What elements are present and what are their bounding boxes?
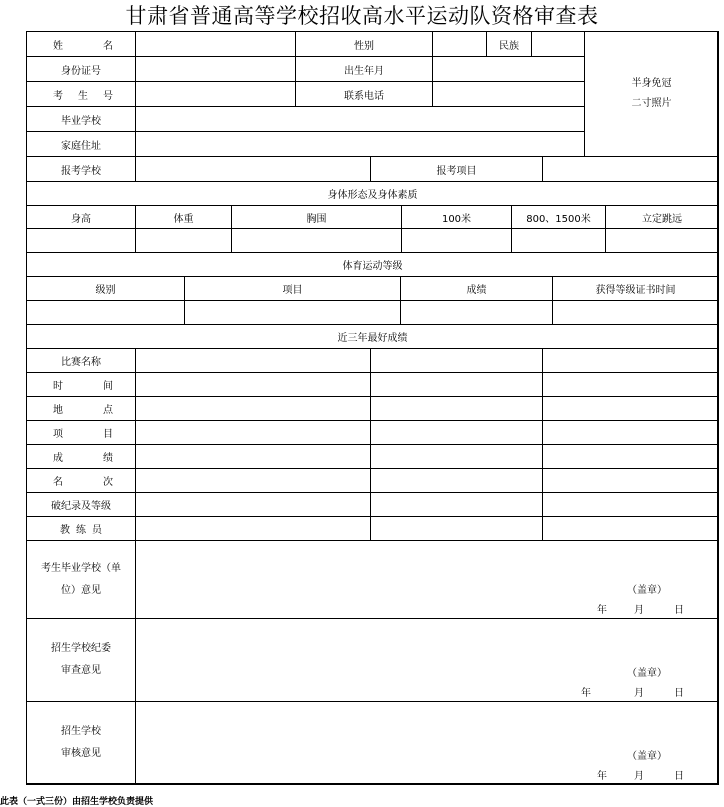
800-1500m-field[interactable] (511, 228, 606, 253)
day-label: 日 (674, 688, 684, 699)
coach-field-3[interactable] (542, 516, 719, 541)
label-home-address: 家庭住址 (26, 131, 136, 157)
col-height: 身高 (26, 205, 136, 229)
rank-field-2[interactable] (370, 468, 543, 493)
col-level: 级别 (26, 276, 185, 301)
col-800-1500m: 800、1500米 (511, 205, 606, 229)
col-result: 成绩 (400, 276, 553, 301)
time-field-2[interactable] (370, 372, 543, 397)
photo-box[interactable] (584, 31, 719, 157)
time-field-1[interactable] (135, 372, 371, 397)
col-standing-jump: 立定跳远 (605, 205, 719, 229)
location-field-1[interactable] (135, 396, 371, 421)
form-title: 甘肃省普通高等学校招收高水平运动队资格审查表 (125, 4, 599, 28)
record-field-1[interactable] (135, 492, 371, 517)
col-certificate-date: 获得等级证书时间 (552, 276, 719, 301)
record-field-2[interactable] (370, 492, 543, 517)
competition-field-2[interactable] (370, 348, 543, 373)
score-field-1[interactable] (135, 444, 371, 469)
score-field-3[interactable] (542, 444, 719, 469)
seal-label-1: （盖章） (627, 585, 667, 596)
100m-field[interactable] (401, 228, 512, 253)
col-weight: 体重 (135, 205, 232, 229)
event-field-3[interactable] (542, 420, 719, 445)
competition-field-3[interactable] (542, 348, 719, 373)
location-field-3[interactable] (542, 396, 719, 421)
weight-field[interactable] (135, 228, 232, 253)
row-label-score: 成 绩 (26, 444, 136, 469)
month-label: 月 (634, 771, 644, 782)
month-label: 月 (634, 605, 644, 616)
rank-field-3[interactable] (542, 468, 719, 493)
level-result-field[interactable] (400, 300, 553, 325)
coach-field-1[interactable] (135, 516, 371, 541)
day-label: 日 (674, 605, 684, 616)
year-label: 年 (597, 771, 607, 782)
label-applied-event: 报考项目 (370, 156, 543, 182)
applied-school-field[interactable] (135, 156, 371, 182)
row-label-location: 地 点 (26, 396, 136, 421)
label-exam-number: 考 生 号 (26, 81, 136, 107)
row-label-coach: 教 练 员 (26, 516, 136, 541)
level-field[interactable] (26, 300, 185, 325)
label-admission-review-opinion: 招生学校 审核意见 (26, 701, 136, 785)
event-field-2[interactable] (370, 420, 543, 445)
id-number-field[interactable] (135, 56, 296, 82)
label-graduated-school: 毕业学校 (26, 106, 136, 132)
name-field[interactable] (135, 31, 296, 57)
row-label-rank: 名 次 (26, 468, 136, 493)
label-graduated-school-opinion: 考生毕业学校（单 位）意见 (26, 540, 136, 619)
rank-field-1[interactable] (135, 468, 371, 493)
time-field-3[interactable] (542, 372, 719, 397)
score-field-2[interactable] (370, 444, 543, 469)
label-gender: 性别 (295, 31, 433, 57)
photo-hint-line2: 二寸照片 (631, 98, 672, 109)
record-field-3[interactable] (542, 492, 719, 517)
photo-hint-line1: 半身免冠 (631, 78, 672, 89)
label-applied-school: 报考学校 (26, 156, 136, 182)
row-label-competition: 比赛名称 (26, 348, 136, 373)
event-field-1[interactable] (135, 420, 371, 445)
col-100m: 100米 (401, 205, 512, 229)
chest-field[interactable] (231, 228, 402, 253)
date-line-1 (597, 601, 684, 616)
row-label-record: 破纪录及等级 (26, 492, 136, 517)
label-birth-date: 出生年月 (295, 56, 433, 82)
certificate-date-field[interactable] (552, 300, 719, 325)
birth-date-field[interactable] (432, 56, 585, 82)
row-label-event: 项 目 (26, 420, 136, 445)
date-line-3 (597, 767, 684, 782)
level-event-field[interactable] (184, 300, 401, 325)
section-best-results: 近三年最好成绩 (26, 324, 719, 349)
ethnicity-field[interactable] (531, 31, 585, 57)
coach-field-2[interactable] (370, 516, 543, 541)
graduated-school-field[interactable] (135, 106, 585, 132)
col-event: 项目 (184, 276, 401, 301)
month-label: 月 (634, 688, 644, 699)
label-discipline-opinion: 招生学校纪委 审查意见 (26, 618, 136, 702)
footnote: 此表（一式三份）由招生学校负责提供 (0, 797, 154, 807)
label-phone: 联系电话 (295, 81, 433, 107)
year-label: 年 (581, 688, 591, 699)
standing-jump-field[interactable] (605, 228, 719, 253)
label-id-number: 身份证号 (26, 56, 136, 82)
label-ethnicity: 民族 (486, 31, 532, 57)
section-sports-level: 体育运动等级 (26, 252, 719, 277)
date-line-2 (581, 684, 684, 699)
location-field-2[interactable] (370, 396, 543, 421)
gender-field[interactable] (432, 31, 487, 57)
applied-event-field[interactable] (542, 156, 719, 182)
label-name: 姓 名 (26, 31, 136, 57)
day-label: 日 (674, 771, 684, 782)
height-field[interactable] (26, 228, 136, 253)
col-chest: 胸围 (231, 205, 402, 229)
year-label: 年 (597, 605, 607, 616)
row-label-time: 时 间 (26, 372, 136, 397)
seal-label-2: （盖章） (627, 668, 667, 679)
qualification-form (26, 31, 718, 784)
home-address-field[interactable] (135, 131, 585, 157)
seal-label-3: （盖章） (627, 751, 667, 762)
phone-field[interactable] (432, 81, 585, 107)
section-physique: 身体形态及身体素质 (26, 181, 719, 206)
exam-number-field[interactable] (135, 81, 296, 107)
competition-field-1[interactable] (135, 348, 371, 373)
